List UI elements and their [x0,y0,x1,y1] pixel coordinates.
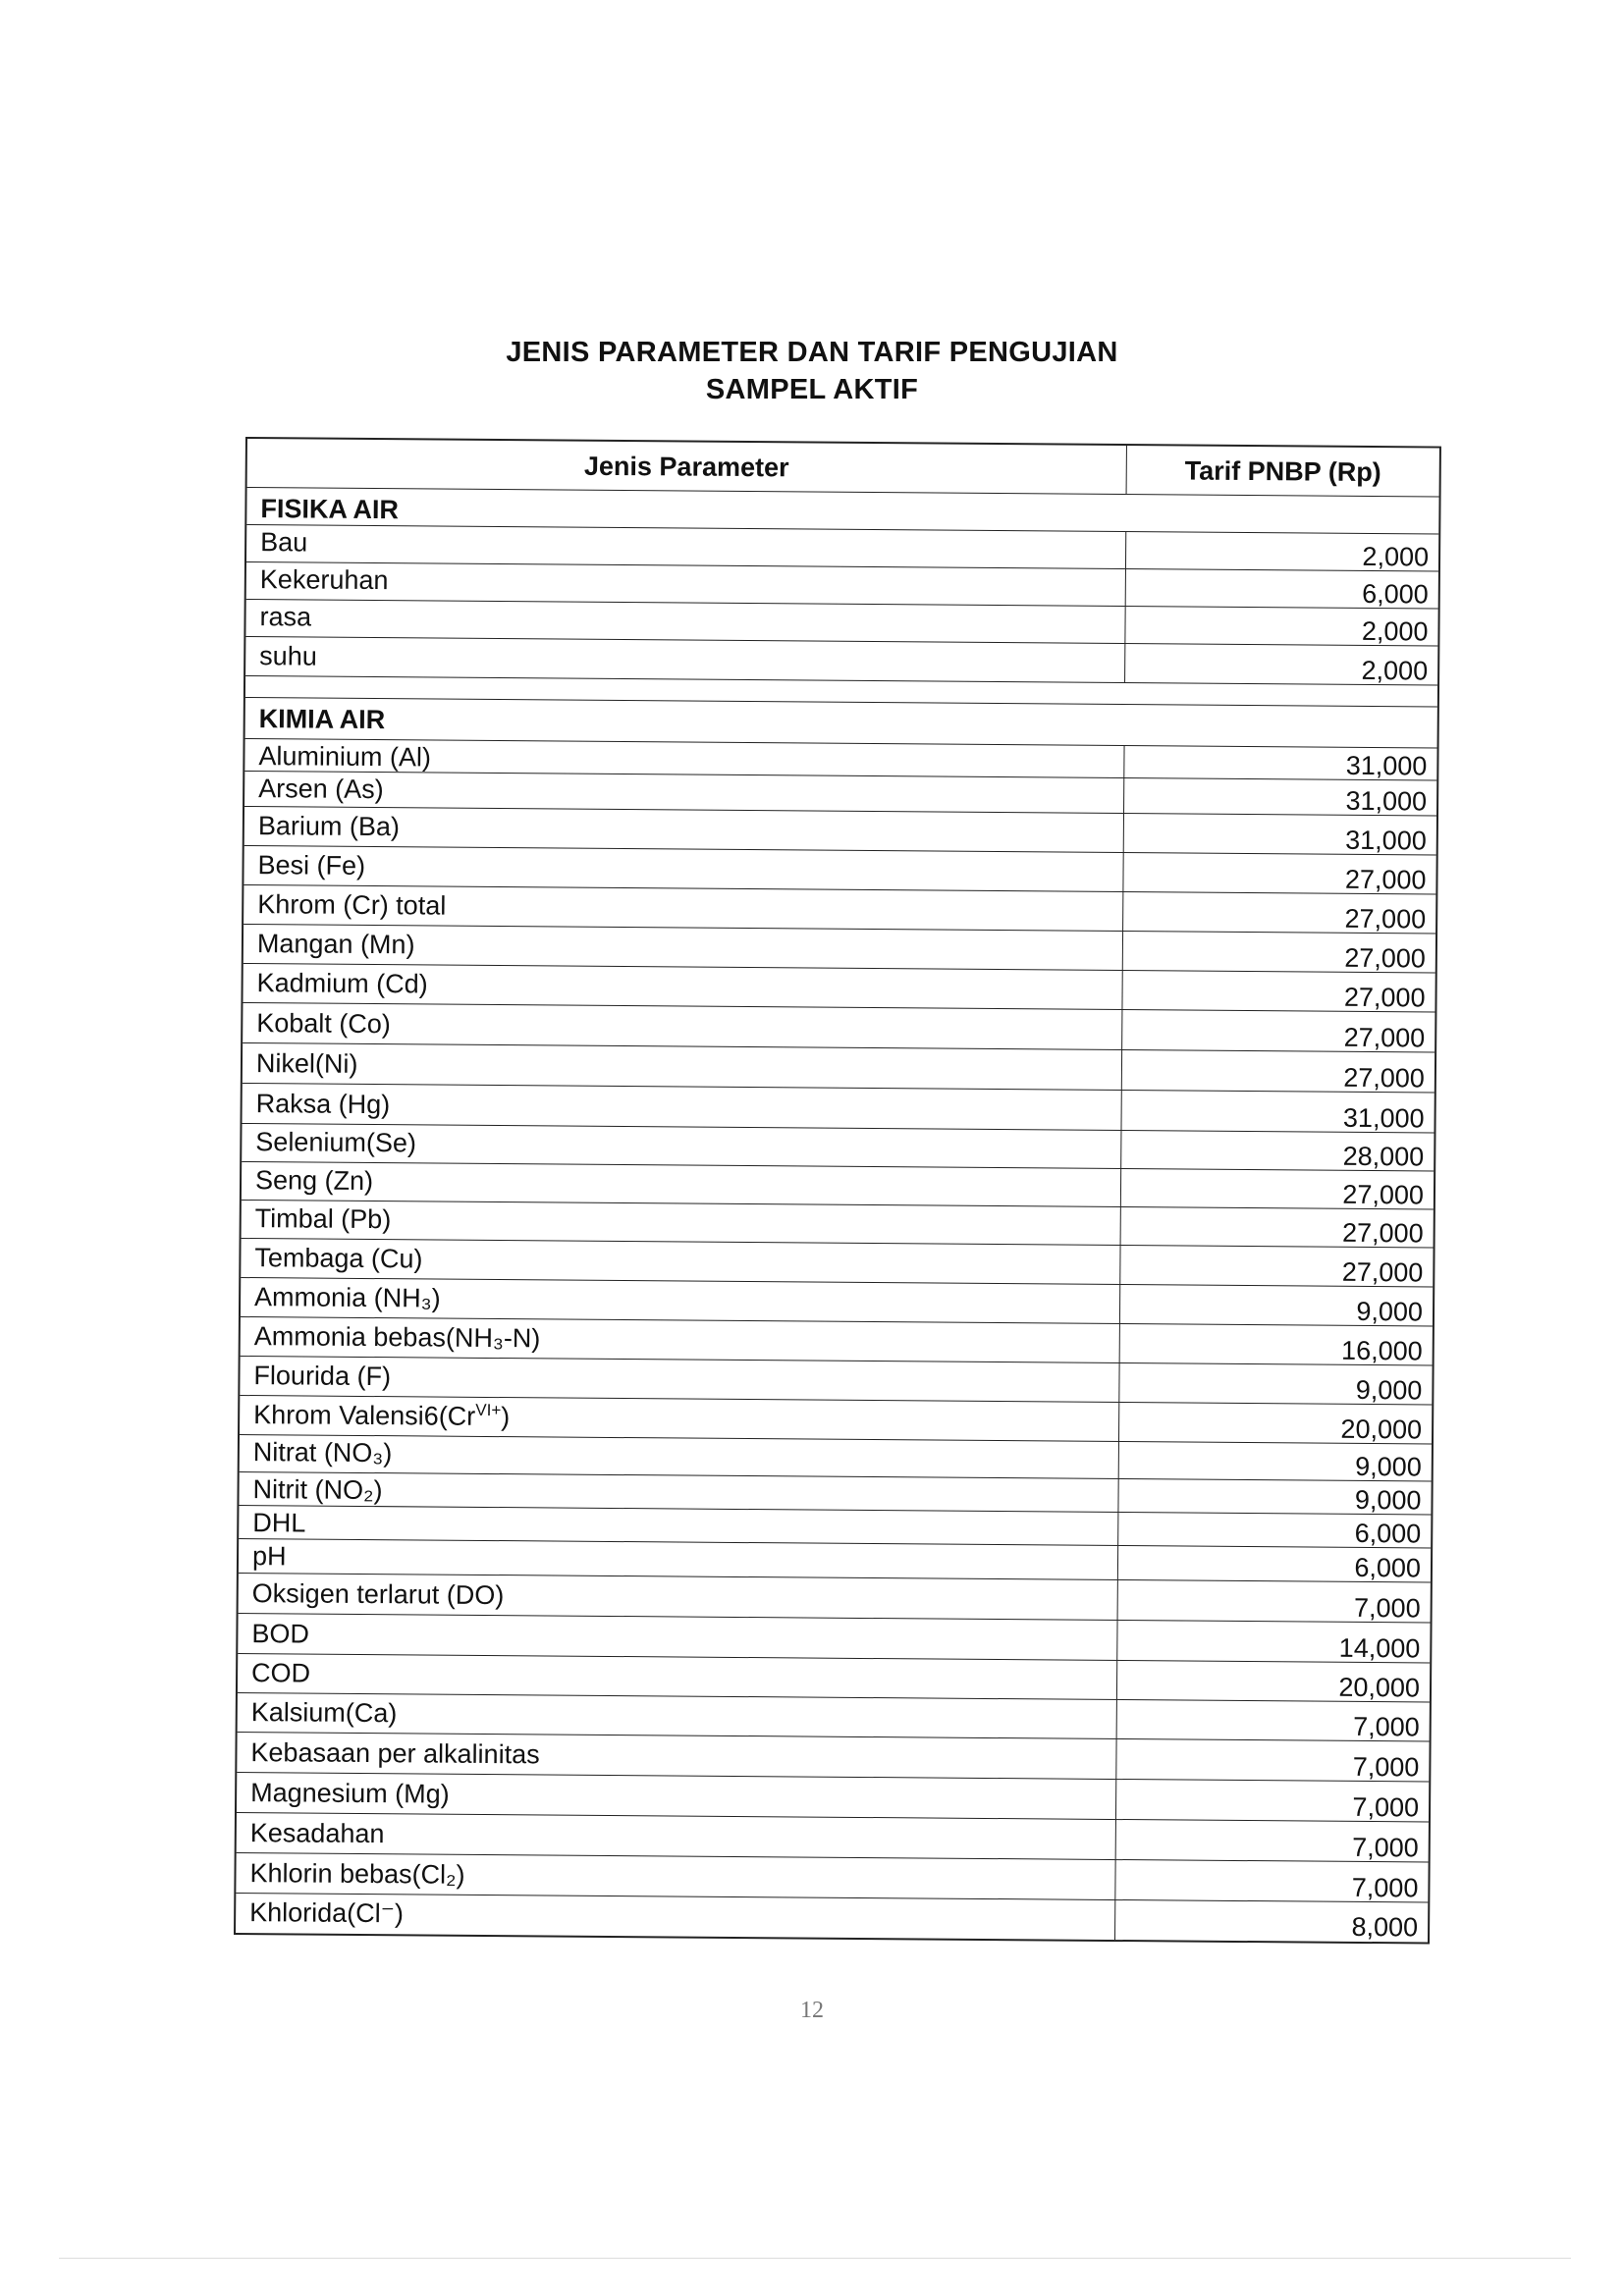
tarif-value: 31,000 [1120,1091,1434,1133]
tarif-value: 31,000 [1123,814,1436,855]
table-row [236,1894,1428,1943]
tarif-value: 27,000 [1121,1050,1435,1093]
tariff-table [234,437,1441,1945]
tarif-value: 2,000 [1124,607,1437,646]
parameter-name: Selenium(Se) [255,1127,417,1158]
tarif-value: 20,000 [1116,1661,1430,1702]
parameter-name: Khrom (Cr) total [257,889,447,921]
parameter-name: Barium (Ba) [257,811,401,842]
parameter-name: DHL [252,1508,306,1538]
page-title [0,334,1624,408]
parameter-name: rasa [259,602,312,632]
tarif-value: 27,000 [1119,1246,1433,1287]
parameter-name: Kesadahan [249,1818,385,1849]
parameter-name: Arsen (As) [258,774,384,805]
tarif-value: 8,000 [1114,1900,1428,1943]
tarif-value: 14,000 [1116,1621,1430,1663]
tarif-value: 9,000 [1117,1479,1431,1515]
tarif-value: 31,000 [1123,778,1436,816]
parameter-name: Magnesium (Mg) [250,1778,450,1809]
tarif-value: 27,000 [1120,1207,1434,1248]
tarif-value: 27,000 [1121,971,1435,1012]
tarif-value: 7,000 [1116,1700,1430,1741]
title-line-1: JENIS PARAMETER DAN TARIF PENGUJIAN [506,337,1118,368]
tarif-value: 9,000 [1119,1285,1433,1326]
parameter-name: Khlorin bebas(Cl₂) [249,1858,465,1890]
tarif-value: 20,000 [1118,1403,1432,1444]
parameter-name: COD [250,1658,311,1688]
tarif-value: 7,000 [1114,1860,1428,1902]
tarif-value: 9,000 [1118,1363,1432,1405]
parameter-name: Seng (Zn) [254,1165,374,1197]
parameter-name: Kadmium (Cd) [256,968,428,999]
title-line-2: SAMPEL AKTIF [705,374,919,405]
tarif-value: 6,000 [1125,569,1438,609]
parameter-name: pH [251,1541,287,1572]
parameter-name: Mangan (Mn) [256,929,415,960]
tarif-value: 28,000 [1120,1131,1434,1171]
parameter-name: Nitrit (NO₂) [252,1474,383,1506]
header-jenis-parameter: Jenis Parameter [583,451,789,483]
parameter-name: BOD [251,1619,310,1649]
parameter-name: suhu [259,641,317,671]
parameter-name: Timbal (Pb) [254,1203,392,1235]
parameter-name: Tembaga (Cu) [254,1243,423,1274]
section-title: FISIKA AIR [260,494,400,525]
parameter-name: Khlorida(Cl⁻) [249,1897,405,1929]
parameter-name: Kebasaan per alkalinitas [250,1737,540,1770]
tarif-value: 27,000 [1121,1010,1435,1052]
parameter-name: Ammonia bebas(NH₃-N) [253,1321,541,1354]
header-tarif: Tarif PNBP (Rp) [1126,446,1439,497]
parameter-name: Ammonia (NH₃) [254,1282,441,1313]
tarif-value: 6,000 [1117,1513,1431,1548]
parameter-name: Besi (Fe) [257,850,366,881]
parameter-name: Kekeruhan [259,564,389,596]
tarif-value: 7,000 [1115,1780,1429,1822]
tarif-value: 27,000 [1122,853,1435,894]
parameter-name: Kobalt (Co) [256,1008,391,1040]
parameter-name: Oksigen terlarut (DO) [251,1578,505,1611]
bottom-rule [59,2258,1571,2259]
tarif-value: 31,000 [1123,746,1436,780]
tarif-value: 27,000 [1122,892,1435,934]
parameter-name: Nitrat (NO₃) [252,1437,393,1468]
tarif-value: 7,000 [1115,1739,1429,1782]
parameter-name: Aluminium (Al) [258,741,432,773]
parameter-name: Flourida (F) [253,1361,392,1392]
parameter-name: Raksa (Hg) [255,1089,391,1120]
tarif-value: 6,000 [1117,1546,1431,1582]
parameter-name: Bau [260,527,308,558]
tarif-value: 27,000 [1122,932,1435,973]
tarif-value: 7,000 [1115,1820,1429,1862]
parameter-name: Nikel(Ni) [255,1048,358,1079]
tarif-value: 2,000 [1124,644,1437,685]
page-number: 12 [800,1998,824,2023]
tarif-value: 16,000 [1119,1324,1433,1365]
tarif-value: 9,000 [1118,1442,1432,1481]
parameter-name: Khrom $Valensi6(Cr^{VI+})$ [253,1400,511,1432]
tarif-value: 27,000 [1120,1169,1434,1209]
tarif-value: 7,000 [1117,1580,1431,1623]
section-title: KIMIA AIR [258,704,386,735]
parameter-name: Kalsium(Ca) [250,1697,398,1729]
tarif-value: 2,000 [1125,532,1438,571]
